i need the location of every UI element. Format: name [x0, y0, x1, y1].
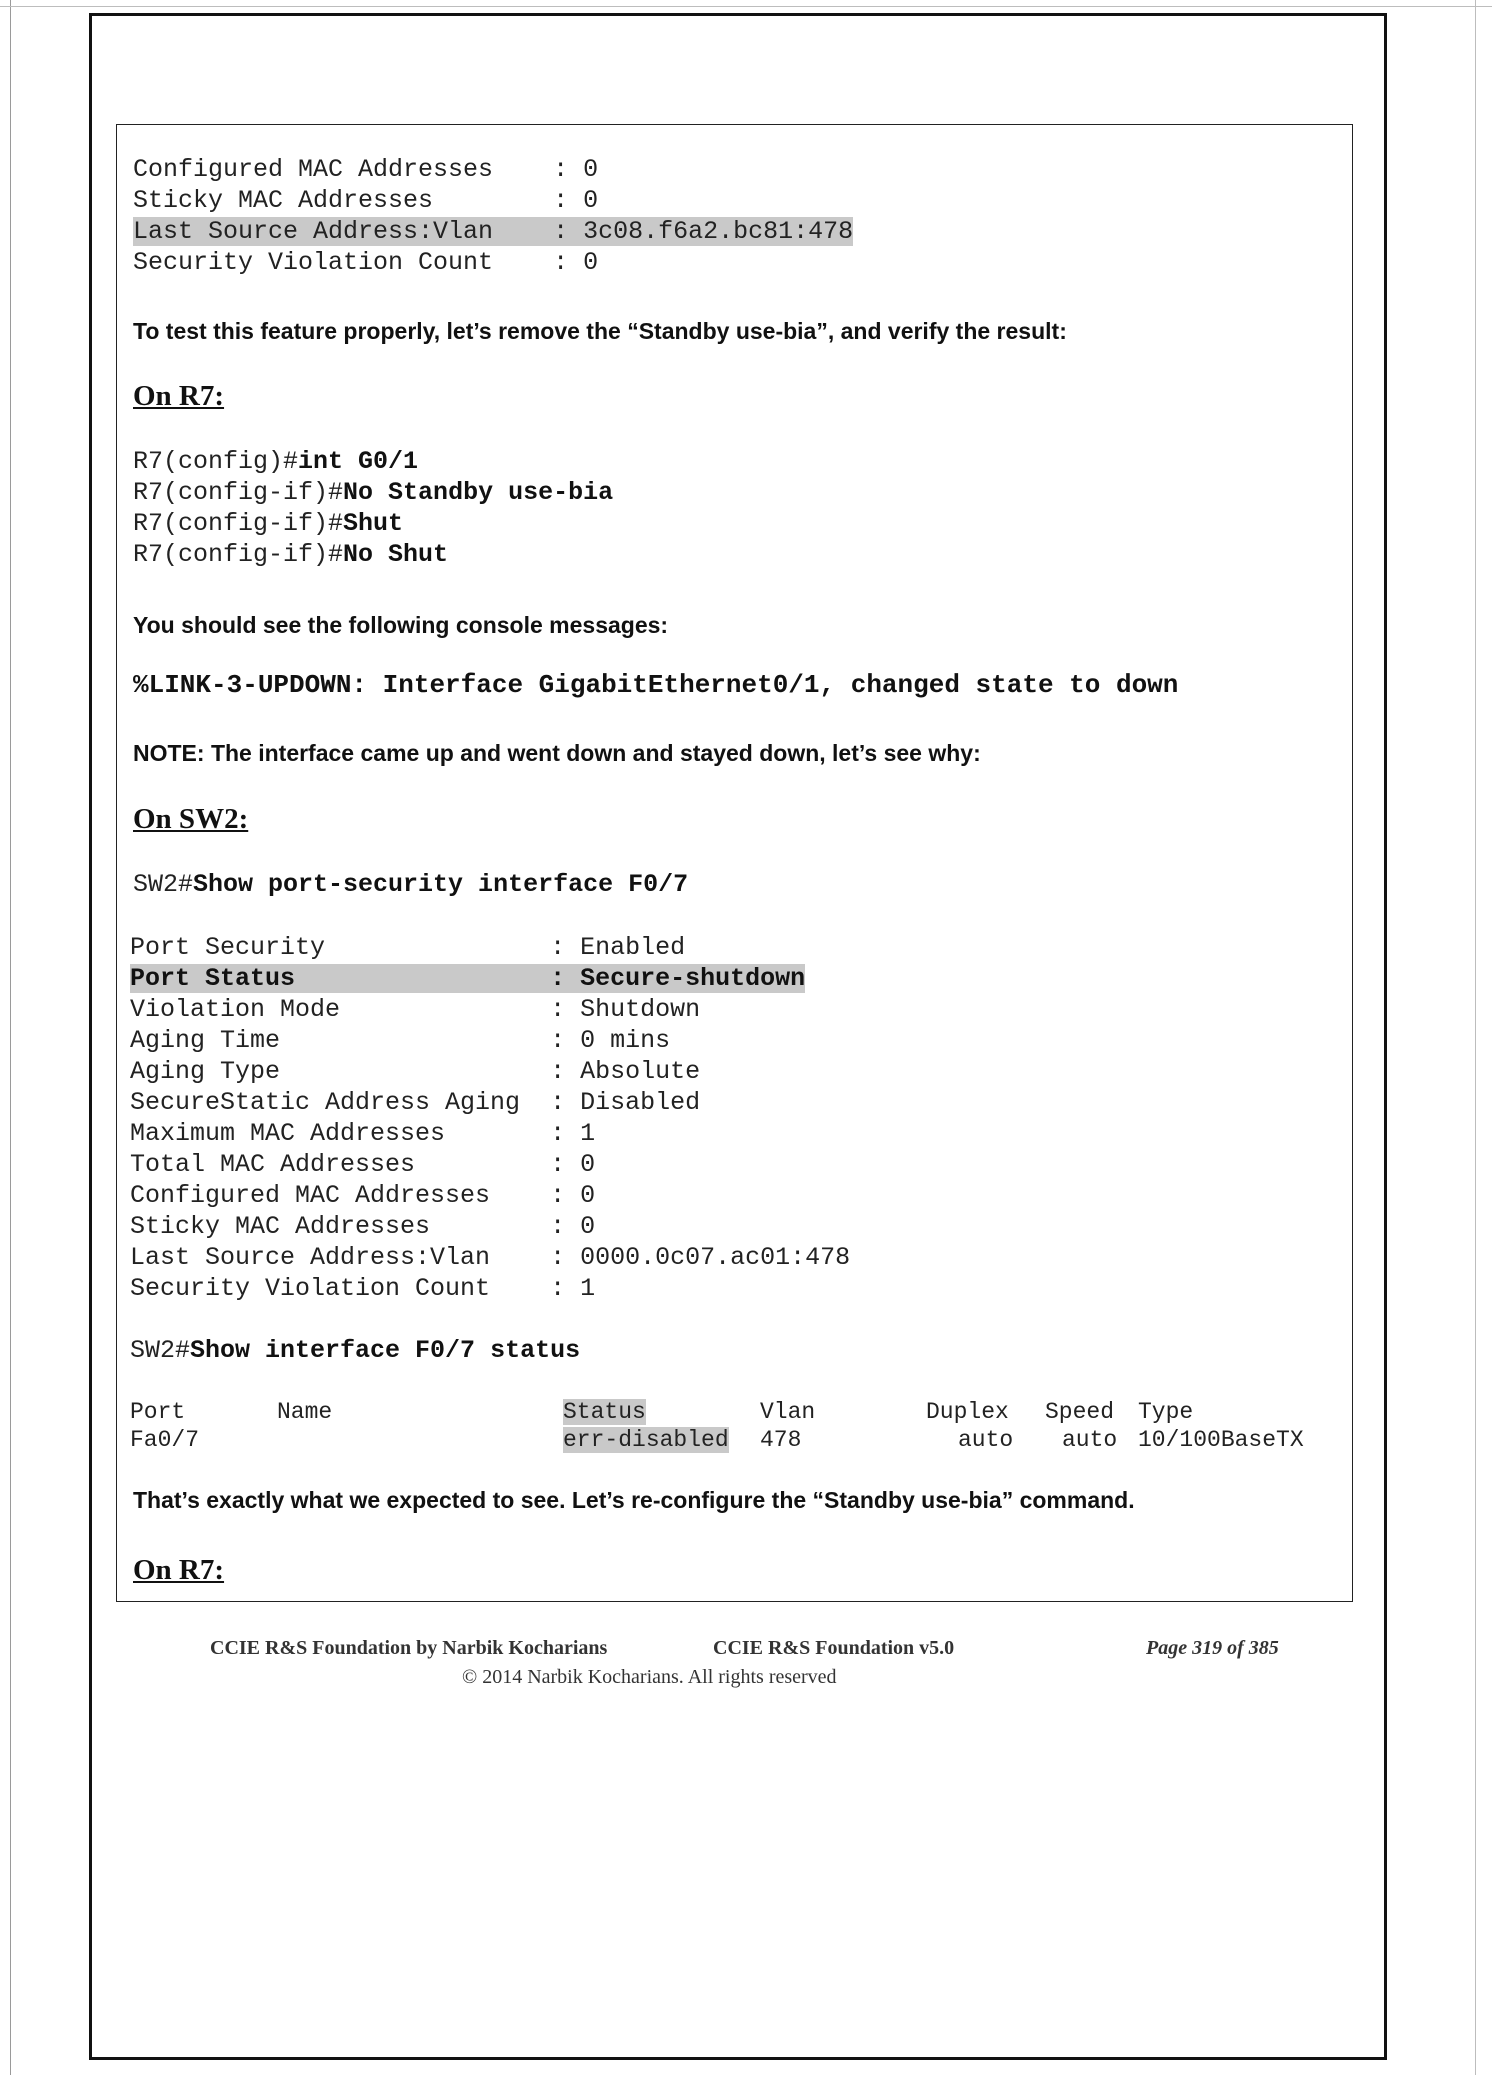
block2-row: Maximum MAC Addresses : 1	[130, 1119, 596, 1148]
block2-row: Last Source Address:Vlan : 0000.0c07.ac01:478	[130, 1243, 851, 1272]
footer-left: CCIE R&S Foundation by Narbik Kocharians	[210, 1637, 608, 1659]
status-table-header-type: Type	[1138, 1399, 1194, 1425]
status-table-header-name: Name	[277, 1399, 333, 1425]
block2-row: Port Security : Enabled	[130, 933, 686, 962]
status-table-cell-status: err-disabled	[563, 1427, 729, 1453]
footer-page-number: Page 319 of 385	[1146, 1637, 1279, 1659]
heading-on-r7: On R7:	[133, 380, 225, 412]
paragraph-remove-standby: To test this feature properly, let’s remove the “Standby use-bia”, and verify the result:	[133, 318, 1067, 344]
block2-row: Sticky MAC Addresses : 0	[130, 1212, 596, 1241]
paragraph-expected: That’s exactly what we expected to see. Let’s re-configure the “Standby use-bia” command.	[133, 1487, 1135, 1513]
block2-row: Security Violation Count : 1	[130, 1274, 596, 1303]
block2-row: Configured MAC Addresses : 0	[130, 1181, 596, 1210]
r7-command: R7(config)#int G0/1	[133, 447, 419, 476]
block2-row: Aging Type : Absolute	[130, 1057, 701, 1086]
status-table-header-duplex: Duplex	[926, 1399, 1009, 1425]
status-table-header-port: Port	[130, 1399, 186, 1425]
status-table-cell-type: 10/100BaseTX	[1138, 1427, 1304, 1453]
status-table-header-status: Status	[563, 1399, 646, 1425]
status-table-cell-port: Fa0/7	[130, 1427, 200, 1453]
heading-on-sw2: On SW2:	[133, 803, 249, 835]
block2-row: Violation Mode : Shutdown	[130, 995, 701, 1024]
block2-row: SecureStatic Address Aging : Disabled	[130, 1088, 701, 1117]
block2-row-highlighted: Port Status : Secure-shutdown	[130, 964, 806, 993]
sw2-command: SW2#Show interface F0/7 status	[130, 1336, 581, 1365]
block1-row: Sticky MAC Addresses : 0	[133, 186, 599, 215]
paragraph-console-messages: You should see the following console messages:	[133, 612, 669, 638]
footer-copyright: © 2014 Narbik Kocharians. All rights reserved	[462, 1666, 837, 1688]
scan-edge-right	[1475, 0, 1476, 2075]
console-message: %LINK-3-UPDOWN: Interface GigabitEthernet0/1, changed state to down	[133, 670, 1179, 700]
block2-row: Total MAC Addresses : 0	[130, 1150, 596, 1179]
r7-command: R7(config-if)#No Standby use-bia	[133, 478, 614, 507]
scan-edge-left	[10, 0, 11, 2075]
status-table-header-speed: Speed	[1045, 1399, 1115, 1425]
block1-row: Security Violation Count : 0	[133, 248, 599, 277]
footer-center: CCIE R&S Foundation v5.0	[713, 1637, 955, 1659]
r7-command: R7(config-if)#Shut	[133, 509, 404, 538]
block1-row: Configured MAC Addresses : 0	[133, 155, 599, 184]
block2-row: Aging Time : 0 mins	[130, 1026, 671, 1055]
status-table-cell-duplex: auto	[958, 1427, 1014, 1453]
sw2-command: SW2#Show port-security interface F0/7	[133, 870, 689, 899]
paragraph-note: NOTE: The interface came up and went down and stayed down, let’s see why:	[133, 740, 981, 766]
status-table-header-vlan: Vlan	[760, 1399, 816, 1425]
scan-edge-top	[0, 6, 1492, 7]
r7-command: R7(config-if)#No Shut	[133, 540, 449, 569]
heading-on-r7-2: On R7:	[133, 1554, 225, 1586]
status-table-cell-vlan: 478	[760, 1427, 802, 1453]
status-table-cell-speed: auto	[1062, 1427, 1118, 1453]
content-box	[116, 124, 1353, 1602]
block1-row-highlighted: Last Source Address:Vlan : 3c08.f6a2.bc81:478	[133, 217, 854, 246]
